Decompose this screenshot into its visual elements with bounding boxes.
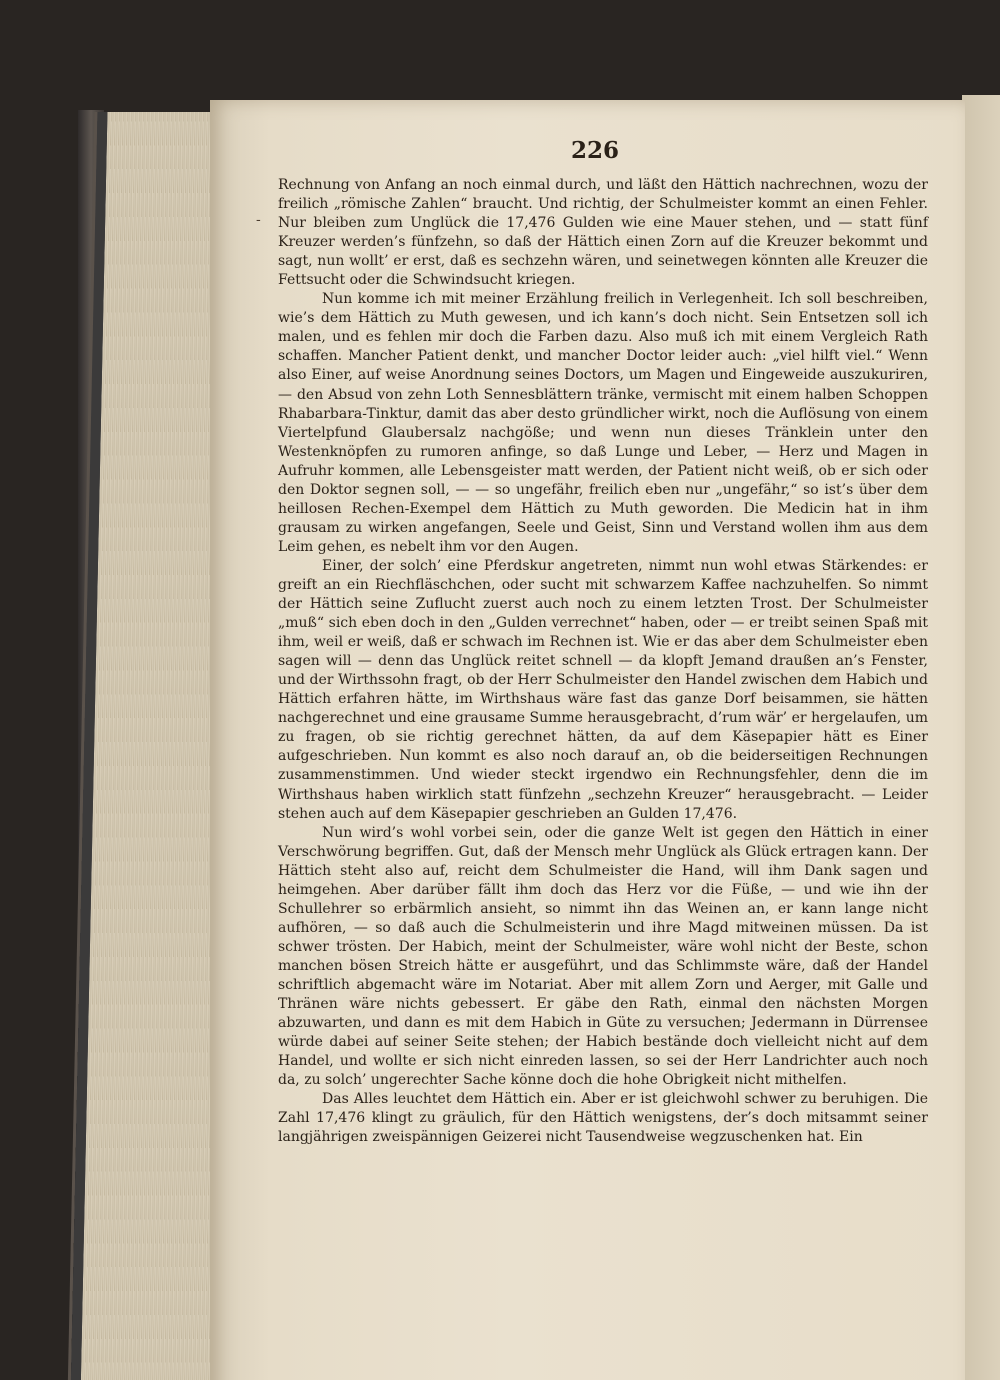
paragraph-3: Einer, der solch’ eine Pferdskur angetreten, nimmt nun wohl etwas Stärkendes: er greift an ein Riechfläschchen, oder sucht mit schwarzem Kaffee nachzuhelfen. So nimmt der Hättich seine Zuflucht zuerst auch noch zu einem letzten Trost. Der Schulmeister „muß“ sich eben doch in den „Gulden verrechnet“ haben, oder — er treibt seinen Spaß mit ihm, weil er weiß, daß er schwach im Rechnen ist. Wie er das aber dem Schulmeister eben sagen will — denn das Unglück reitet schnell — da klopft Jemand draußen an’s Fenster, und der Wirthssohn fragt, ob der Herr Schulmeister den Handel zwischen dem Habich und Hättich erfahren hätte, im Wirthshaus wäre fast das ganze Dorf beisammen, sie hätten nachgerechnet und eine grausame Summe herausgebracht, d’rum wär’ er hergelaufen, um zu fragen, ob sie richtig gerechnet hätten, da auf dem Käsepapier hätt es Einer aufgeschrieben. Nun kommt es also noch darauf an, ob die beiderseitigen Rechnungen zusammenstimmen. Und wieder steckt irgendwo ein Rechnungsfehler, denn die im Wirthshaus haben wirklich statt fünfzehn „sechzehn Kreuzer“ herausgebracht. — Leider stehen auch auf dem Käsepapier geschrieben an Gulden 17,476. <box>278 557 928 822</box>
paragraph-5: Das Alles leuchtet dem Hättich ein. Aber er ist gleichwohl schwer zu beruhigen. Die Zahl 17,476 klingt zu gräulich, für den Hättich wenigstens, der’s doch mitsammt seiner langjährigen zweispännigen Geizerei nicht Tausendweise wegzuschenken hat. Ein <box>278 1091 928 1146</box>
page-number: 226 <box>570 137 619 164</box>
body-text <box>278 176 928 1147</box>
paragraph-2: Nun komme ich mit meiner Erzählung freilich in Verlegenheit. Ich soll beschreiben, wie’s dem Hättich zu Muth gewesen, und ich kann’s doch nicht. Sein Entsetzen soll ich malen, und es fehlen mir doch die Farben dazu. Also muß ich mit einem Vergleich Rath schaffen. Mancher Patient denkt, und mancher Doctor leider auch: „viel hilft viel.“ Wenn also Einer, auf weise Anordnung seines Doctors, um Magen und Eingeweide auszukuriren, — den Absud von zehn Loth Sennesblättern tränke, vermischt mit einem halben Schoppen Rhabarbara-Tinktur, damit das aber desto gründlicher wirkt, noch die Auflösung von einem Viertelpfund Glaubersalz nachgöße; und wenn nun dieses Tränklein unter den Westenknöpfen zu rumoren anfinge, so daß Lunge und Leber, — Herz und Magen in Aufruhr kommen, alle Lebensgeister matt werden, der Patient nicht weiß, ob er sich oder den Doktor segnen soll, — — so ungefähr, freilich eben nur „ungefähr,“ so ist’s über dem heillosen Rechen-Exempel dem Hättich zu Muth geworden. Die Medicin hat in ihm grausam zu wirken angefangen, Seele und Geist, Sinn und Verstand wollen ihm aus dem Leim gehen, es nebelt ihm vor den Augen. <box>278 291 928 555</box>
facing-page-edge <box>962 95 1000 1380</box>
paragraph-4: Nun wird’s wohl vorbei sein, oder die ganze Welt ist gegen den Hättich in einer Verschwörung begriffen. Gut, daß der Mensch mehr Unglück als Glück ertragen kann. Der Hättich steht also auf, reicht dem Schulmeister die Hand, will ihm Dank sagen und heimgehen. Aber darüber fällt ihm doch das Herz vor die Füße, — und wie ihn der Schullehrer so erbärmlich ansieht, so nimmt ihn das Weinen an, er kann lange nicht aufhören, — so daß auch die Schulmeisterin und ihre Magd mitweinen müssen. Da ist schwer trösten. Der Habich, meint der Schulmeister, wäre wohl nicht der Beste, schon manchen bösen Streich hätte er ausgeführt, und das Schlimmste wäre, daß der Handel schriftlich abgemacht wäre im Notariat. Aber mit allem Zorn und Aerger, mit Galle und Thränen wäre nichts gebessert. Er gäbe den Rath, einmal den nächsten Morgen abzuwarten, und dann es mit dem Habich in Güte zu versuchen; Jedermann in Dürrensee würde dabei auf seiner Seite stehen; der Habich bestände doch vielleicht nicht auf dem Handel, und wollte er sich nicht einreden lassen, so sei der Herr Landrichter auch noch da, zu solch’ ungerechter Sache könne doch die hohe Obrigkeit nicht mithelfen. <box>278 824 928 1089</box>
paragraph-1: Rechnung von Anfang an noch einmal durch, und läßt den Hättich nachrechnen, wozu der freilich „römische Zahlen“ braucht. Und richtig, der Schulmeister kommt an einen Fehler. Nur bleiben zum Unglück die 17,476 Gulden wie eine Mauer stehen, und — statt fünf Kreuzer werden’s fünfzehn, so daß der Hättich einen Zorn auf die Kreuzer bekommt und sagt, nun wollt’ er erst, daß es sechzehn wären, und seinetwegen könnten alle Kreuzer die Fettsucht oder die Schwindsucht kriegen. <box>278 177 928 289</box>
margin-mark: - <box>256 212 261 228</box>
